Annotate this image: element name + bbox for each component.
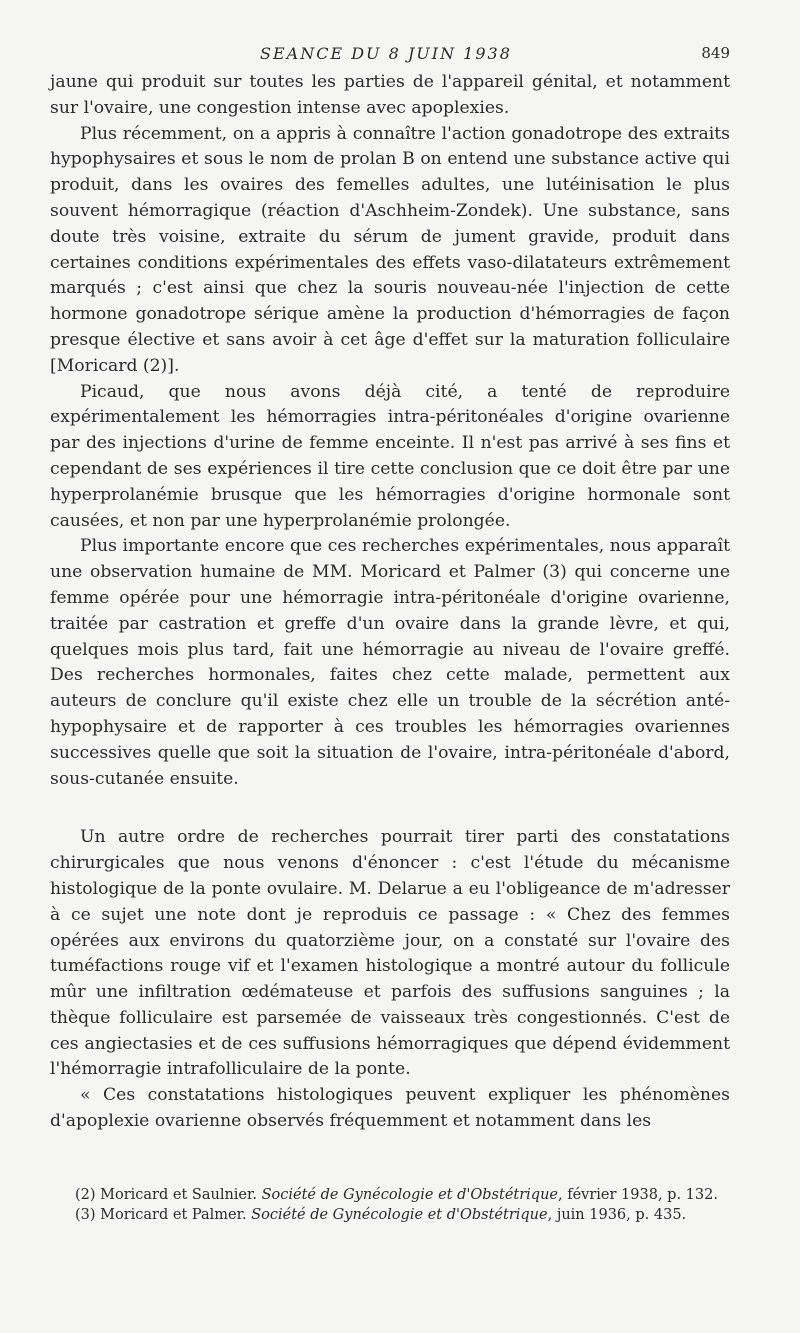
header-title: SEANCE DU 8 JUIN 1938: [260, 44, 512, 63]
body-text: [50, 70, 730, 1135]
page: [50, 40, 730, 1135]
footnote-3: (3) Moricard et Palmer. Société de Gynécologie et d'Obstétrique, juin 1936, p. 435.: [75, 1207, 687, 1223]
footnote-2: (2) Moricard et Saulnier. Société de Gynécologie et d'Obstétrique, février 1938, p. 132.: [75, 1187, 718, 1203]
paragraph-5: Un autre ordre de recherches pourrait tirer parti des constatations chirurgicales que nous venons d'énoncer : c'est l'étude du mécanisme histologique de la ponte ovulaire. M. Delarue a eu l'obligeance de m'adresser à ce sujet une note dont je reproduis ce passage : « Chez des femmes opérées aux environs du quatorzième jour, on a constaté sur l'ovaire des tuméfactions rouge vif et l'examen histologique a montré autour du follicule mûr une infiltration œdémateuse et parfois des suffusions sanguines ; la thèque folliculaire est parsemée de vaisseaux très congestionnés. C'est de ces angiectasies et de ces suffusions hémorragiques que dépend évidemment l'hémorragie intrafolliculaire de la ponte.: [50, 827, 730, 1080]
footnotes: [50, 1185, 730, 1225]
section-gap: [50, 792, 730, 825]
paragraph-6: « Ces constatations histologiques peuvent expliquer les phénomènes d'apoplexie ovarienne observés fréquemment et notamment dans les: [50, 1085, 730, 1132]
paragraph-4: Plus importante encore que ces recherches expérimentales, nous apparaît une observation humaine de MM. Moricard et Palmer (3) qui concerne une femme opérée pour une hémorragie intra-péritonéale d'origine ovarienne, traitée par castration et greffe d'un ovaire dans la grande lèvre, et qui, quelques mois plus tard, fait une hémorragie au niveau de l'ovaire greffé. Des recherches hormonales, faites chez cette malade, permettent aux auteurs de conclure qu'il existe chez elle un trouble de la sécrétion anté-hypophysaire et de rapporter à ces troubles les hémorragies ovariennes successives quelle que soit la situation de l'ovaire, intra-péritonéale d'abord, sous-cutanée ensuite.: [50, 536, 730, 789]
paragraph-3: Picaud, que nous avons déjà cité, a tenté de reproduire expérimentalement les hémorragies intra-péritonéales d'origine ovarienne par des injections d'urine de femme enceinte. Il n'est pas arrivé à ses fins et cependant de ses expériences il tire cette conclusion que ce doit être par une hyperprolanémie brusque que les hémorragies d'origine hormonale sont causées, et non par une hyperprolanémie prolongée.: [50, 381, 730, 531]
paragraph-1: jaune qui produit sur toutes les parties de l'appareil génital, et notamment sur l'ovaire, une congestion intense avec apoplexies.: [50, 72, 730, 118]
page-number: 849: [701, 44, 730, 62]
paragraph-2: Plus récemment, on a appris à connaître l'action gonadotrope des extraits hypophysaires et sous le nom de prolan B on entend une substance active qui produit, dans les ovaires des femelles adultes, une lutéinisation le plus souvent hémorragique (réaction d'Aschheim-Zondek). Une substance, sans doute très voisine, extraite du sérum de jument gravide, produit dans certaines conditions expérimentales des effets vaso-dilatateurs extrêmement marqués ; c'est ainsi que chez la souris nouveau-née l'injection de cette hormone gonadotrope sérique amène la production d'hémorragies de façon presque élective et sans avoir à cet âge d'effet sur la maturation folliculaire [Moricard (2)].: [50, 123, 730, 376]
running-header: [50, 40, 730, 70]
